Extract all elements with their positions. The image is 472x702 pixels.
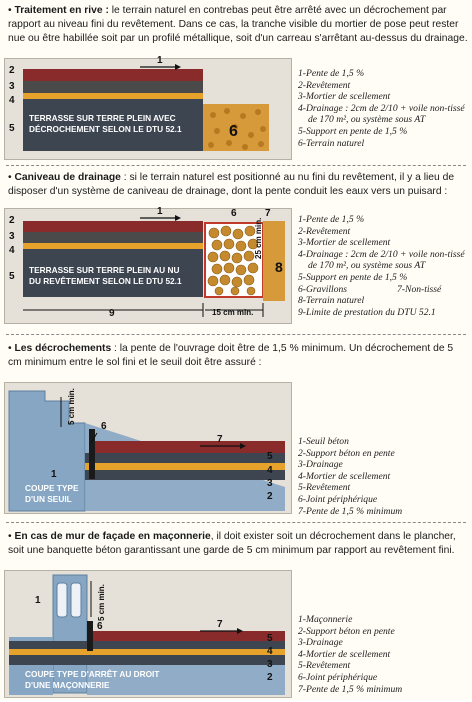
divider bbox=[6, 334, 466, 335]
height-dimension: 25 cm min. bbox=[254, 217, 263, 259]
callout-2: 2 bbox=[9, 65, 15, 76]
callout-1: 1 bbox=[51, 469, 57, 480]
callout-6: 6 bbox=[97, 621, 103, 632]
caption-line-2: DU REVÊTEMENT SELON LE DTU 52.1 bbox=[29, 276, 182, 286]
callout-4: 4 bbox=[267, 465, 273, 476]
section-1-body: le terrain naturel en contrebas peut être arrêté avec un décrochement par rapport au niveau fini du revêtement. Dans ce cas, la tranche visible du mortier de pose peut rester nue ou être habillée soit par un profilé métallique, soit d'un carreau s'arrêtant au-dessus du drainage. bbox=[8, 5, 468, 44]
legend-4 bbox=[298, 614, 402, 695]
callout-8: 8 bbox=[275, 259, 283, 275]
diagram-4-caption bbox=[25, 669, 159, 691]
legend-item: de 170 m², ou système sous AT bbox=[308, 114, 426, 126]
diagram-2-caption bbox=[29, 265, 182, 287]
callout-3: 3 bbox=[267, 659, 273, 670]
callout-7: 7 bbox=[217, 434, 223, 445]
legend-item: 2-Revêtement bbox=[298, 79, 351, 91]
diagram-1 bbox=[4, 55, 292, 160]
legend-item: 2-Revêtement bbox=[298, 225, 351, 237]
height-dimension: 5 cm min. bbox=[67, 388, 76, 425]
section-2-body: : si le terrain naturel est positionné au nu fini du revêtement, il y a lieu de disposer d'un système de caniveau de drainage, dont la pente conduit les eaux vers un puisard : bbox=[8, 172, 455, 197]
width-dimension: 15 cm min. bbox=[212, 308, 254, 317]
legend-item: 5-Revêtement bbox=[298, 660, 351, 672]
legend-non-tisse: 7-Non-tissé bbox=[397, 283, 442, 295]
callout-5: 5 bbox=[267, 633, 273, 644]
caption-line-1: TERRASSE SUR TERRE PLEIN AVEC bbox=[29, 113, 176, 123]
section-2-text: • Caniveau de drainage : si le terrain naturel est positionné au nu fini du revêtement, il y a lieu de disposer d'un système de caniveau de drainage, dont la pente conduit les eaux vers un puisard : bbox=[8, 172, 455, 197]
callout-3: 3 bbox=[9, 231, 15, 242]
legend-2 bbox=[298, 214, 465, 318]
legend-item: 2-Support béton en pente bbox=[298, 625, 395, 637]
section-4-body: , il doit exister soit un décrochement dans le plancher, soit une banquette béton garantissant une garde de 5 cm minimum par rapport au revêtement fini. bbox=[8, 531, 456, 556]
diagram-3-caption bbox=[25, 483, 78, 505]
section-3-title: Les décrochements bbox=[14, 343, 112, 354]
legend-item: 6-Terrain naturel bbox=[298, 137, 365, 149]
legend-item: 1-Seuil béton bbox=[298, 436, 349, 447]
caption-line-1: TERRASSE SUR TERRE PLEIN AU NU bbox=[29, 265, 180, 275]
diagram-1-caption bbox=[29, 113, 182, 135]
legend-item: 5-Support en pente de 1,5 % bbox=[298, 271, 408, 283]
legend-item: 7-Pente de 1,5 % minimum bbox=[298, 683, 403, 695]
diagram-2 bbox=[4, 208, 292, 324]
callout-4: 4 bbox=[9, 95, 15, 106]
callout-7: 7 bbox=[217, 619, 223, 630]
caption-line-2: D'UNE MAÇONNERIE bbox=[25, 680, 110, 690]
callout-1: 1 bbox=[35, 595, 41, 606]
callout-5: 5 bbox=[267, 451, 273, 462]
legend-1 bbox=[298, 68, 465, 149]
legend-item: 2-Support béton en pente bbox=[298, 447, 395, 459]
callout-1: 1 bbox=[157, 55, 163, 66]
mortar-layer bbox=[23, 81, 203, 93]
legend-3 bbox=[298, 436, 402, 517]
legend-item: 6-Joint périphérique bbox=[298, 671, 378, 683]
caption-line-1: COUPE TYPE bbox=[25, 483, 79, 493]
section-1-text: • Traitement en rive : le terrain naturel en contrebas peut être arrêté avec un décrochement par rapport au niveau fini du revêtement. Dans ce cas, la tranche visible du mortier de pose peut rester nue ou être habillée soit par un profilé métallique, soit d'un carreau s'arrêtant au-dessus du drainage. bbox=[8, 5, 468, 44]
callout-5: 5 bbox=[9, 271, 15, 282]
callout-3: 3 bbox=[267, 478, 273, 489]
callout-4: 4 bbox=[9, 245, 15, 256]
height-dimension: 5 cm min. bbox=[97, 584, 106, 621]
tile-layer bbox=[23, 69, 203, 81]
section-2-title: Caniveau de drainage bbox=[14, 172, 121, 183]
legend-item: 1-Pente de 1,5 % bbox=[298, 214, 365, 225]
section-4-title: En cas de mur de façade en maçonnerie bbox=[14, 531, 211, 542]
legend-item: 4-Drainage : 2cm de 2/10 + voile non-tissé bbox=[298, 248, 465, 260]
legend-item: 5-Support en pente de 1,5 % bbox=[298, 125, 408, 137]
diagram-1-svg bbox=[5, 59, 291, 159]
callout-3: 3 bbox=[9, 81, 15, 92]
diagram-4 bbox=[4, 570, 292, 698]
divider bbox=[6, 165, 466, 166]
legend-item: de 170 m², ou système sous AT bbox=[308, 260, 426, 272]
legend-item: 7-Pente de 1,5 % minimum bbox=[298, 505, 403, 517]
section-4-text: • En cas de mur de façade en maçonnerie, il doit exister soit un décrochement dans le plancher, soit une banquette béton garantissant une garde de 5 cm minimum par rapport au revêtement fini. bbox=[8, 531, 456, 556]
caption-line-2: DÉCROCHEMENT SELON LE DTU 52.1 bbox=[29, 124, 182, 134]
legend-item: 3-Mortier de scellement bbox=[298, 91, 391, 103]
callout-7: 7 bbox=[265, 208, 271, 219]
legend-item: 8-Terrain naturel bbox=[298, 295, 365, 307]
callout-2: 2 bbox=[9, 215, 15, 226]
callout-1: 1 bbox=[157, 206, 163, 217]
legend-item: 4-Mortier de scellement bbox=[298, 648, 391, 660]
callout-5: 5 bbox=[9, 123, 15, 134]
callout-2: 2 bbox=[267, 672, 273, 683]
legend-item: 4-Mortier de scellement bbox=[298, 470, 391, 482]
drain-layer bbox=[23, 93, 203, 99]
legend-item: 4-Drainage : 2cm de 2/10 + voile non-tissé bbox=[298, 102, 465, 114]
legend-item bbox=[298, 284, 465, 296]
section-3-body: : la pente de l'ouvrage doit être de 1,5 % minimum. Un décrochement de 5 cm minimum entre le sol fini et le seuil doit être assuré : bbox=[8, 343, 454, 368]
legend-item: 1-Maçonnerie bbox=[298, 614, 353, 625]
legend-item: 6-Joint périphérique bbox=[298, 493, 378, 505]
callout-2: 2 bbox=[267, 491, 273, 502]
legend-item: 3-Drainage bbox=[298, 637, 343, 649]
callout-6: 6 bbox=[231, 208, 237, 219]
caption-line-1: COUPE TYPE D'ARRÊT AU DROIT bbox=[25, 669, 160, 679]
legend-item: 3-Drainage bbox=[298, 459, 343, 471]
legend-item: 9-Limite de prestation du DTU 52.1 bbox=[298, 306, 436, 318]
divider bbox=[6, 522, 466, 523]
legend-item: 5-Revêtement bbox=[298, 482, 351, 494]
legend-item: 1-Pente de 1,5 % bbox=[298, 68, 365, 79]
legend-gravel: 6-Gravillons bbox=[298, 283, 348, 295]
callout-9: 9 bbox=[109, 308, 115, 319]
legend-item: 3-Mortier de scellement bbox=[298, 237, 391, 249]
section-1-title: Traitement en rive : bbox=[14, 5, 109, 16]
section-3-text: • Les décrochements : la pente de l'ouvrage doit être de 1,5 % minimum. Un décrochement de 5 cm minimum entre le sol fini et le seuil doit être assuré : bbox=[8, 343, 454, 368]
callout-4: 4 bbox=[267, 646, 273, 657]
callout-6: 6 bbox=[229, 123, 238, 140]
diagram-3 bbox=[4, 382, 292, 514]
caption-line-2: D'UN SEUIL bbox=[25, 494, 72, 504]
callout-6: 6 bbox=[101, 421, 107, 432]
